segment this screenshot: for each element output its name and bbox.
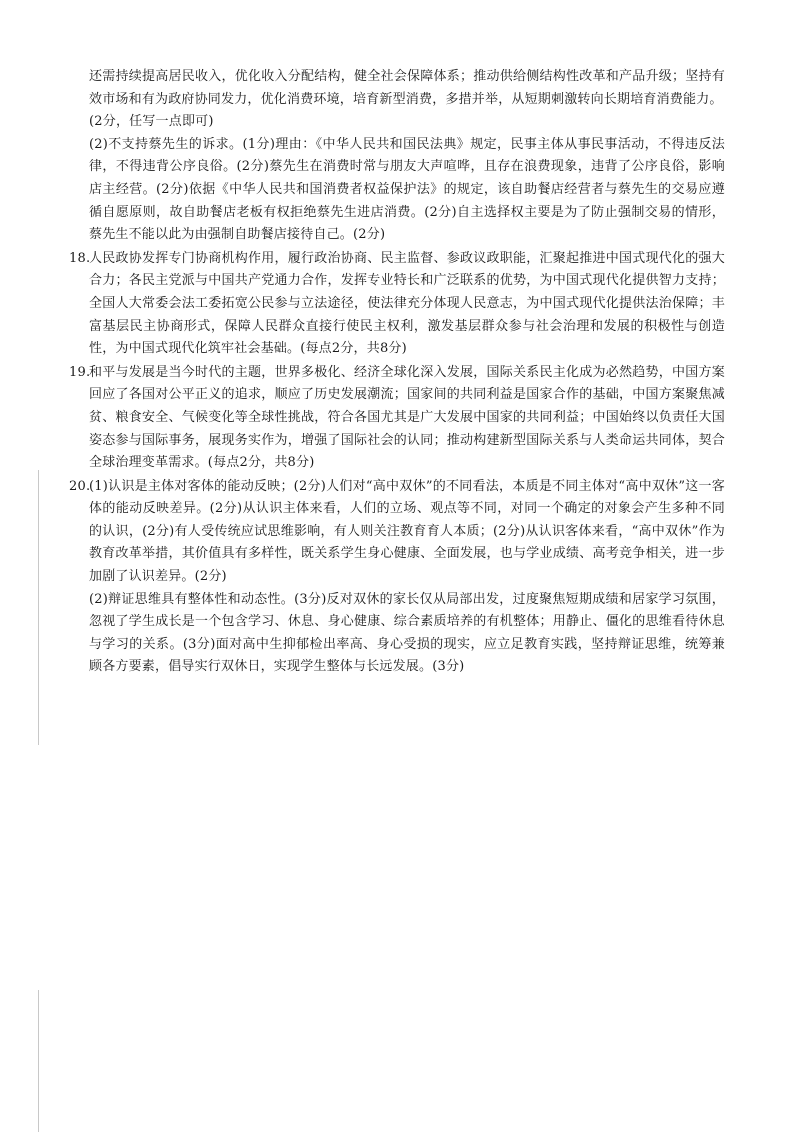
question-18 — [69, 248, 725, 361]
question-19-answer: 和平与发展是当今时代的主题，世界多极化、经济全球化深入发展，国际关系民主化成为必然趋势，中国方案回应了各国对公平正义的追求，顺应了历史发展潮流；国家间的共同利益是国家合作的基础，中国方案聚焦减贫、粮食安全、气候变化等全球性挑战，符合各国尤其是广大发展中国家的共同利益；中国始终以负责任大国姿态参与国际事务，展现务实作为，增强了国际社会的认同；推动构建新型国际关系与人类命运共同体，契合全球治理变革需求。(每点2分，共8分) — [89, 364, 725, 471]
left-margin-line-lower — [38, 990, 39, 1132]
intro-paragraph: 还需持续提高居民收入，优化收入分配结构，健全社会保障体系；推动供给侧结构性改革和产品升级；坚持有效市场和有为政府协同发力，优化消费环境，培育新型消费，多措并举，从短期刺激转向长期培育消费能力。 — [89, 69, 725, 107]
question-20-number: 20. — [69, 478, 91, 494]
question-18-answer: 人民政协发挥专门协商机构作用，履行政治协商、民主监督、参政议政职能，汇聚起推进中国式现代化的强大合力；各民主党派与中国共产党通力合作，发挥专业特长和广泛联系的优势，为中国式现代化提供智力支持；全国人大常委会法工委拓宽公民参与立法途径，使法律充分体现人民意志，为中国式现代化提供法治保障；丰富基层民主协商形式，保障人民群众直接行使民主权利，激发基层群众参与社会治理和发展的积极性与创造性，为中国式现代化筑牢社会基础。(每点2分，共8分) — [89, 250, 725, 357]
question-19 — [69, 362, 725, 475]
answer-content — [69, 66, 725, 679]
question-20-part1: (1)认识是主体对客体的能动反映；(2分)人们对“高中双休”的不同看法，本质是不同主体对“高中双休”这一客体的能动反映差异。(2分)从认识主体来看，人们的立场、观点等不同，对同一个确定的对象会产生多种不同的认识，(2分)有人受传统应试思维影响，有人则关注教育育人本质；(2分)从认识客体来看，“高中双休”作为教育改革举措，其价值具有多样性，既关系学生身心健康、全面发展，也与学业成绩、高考竞争相关，进一步加剧了认识差异。(2分) — [89, 478, 725, 585]
q17-part2: (2)不支持蔡先生的诉求。(1分)理由：《中华人民共和国民法典》规定，民事主体从事民事活动，不得违反法律，不得违背公序良俗。(2分)蔡先生在消费时常与朋友大声喧哗，且存在浪费现象，违背了公序良俗，影响店主经营。(2分)依据《中华人民共和国消费者权益保护法》的规定，该自助餐店经营者与蔡先生的交易应遵循自愿原则，故自助餐店老板有权拒绝蔡先生进店消费。(2分)自主选择权主要是为了防止强制交易的情形，蔡先生不能以此为由强制自助餐店接待自己。(2分) — [89, 136, 725, 243]
question-19-number: 19. — [69, 364, 91, 380]
question-20 — [69, 476, 725, 589]
intro-note: (2分，任写一点即可) — [89, 114, 214, 130]
question-18-number: 18. — [69, 250, 91, 266]
left-margin-line — [38, 470, 39, 745]
question-20-part2: (2)辩证思维具有整体性和动态性。(3分)反对双休的家长仅从局部出发，过度聚焦短期成绩和居家学习氛围，忽视了学生成长是一个包含学习、休息、身心健康、综合素质培养的有机整体；用静止、僵化的思维看待休息与学习的关系。(3分)面对高中生抑郁检出率高、身心受损的现实，应立足教育实践，坚持辩证思维，统筹兼顾各方要素，倡导实行双休日，实现学生整体与长远发展。(3分) — [89, 591, 725, 675]
